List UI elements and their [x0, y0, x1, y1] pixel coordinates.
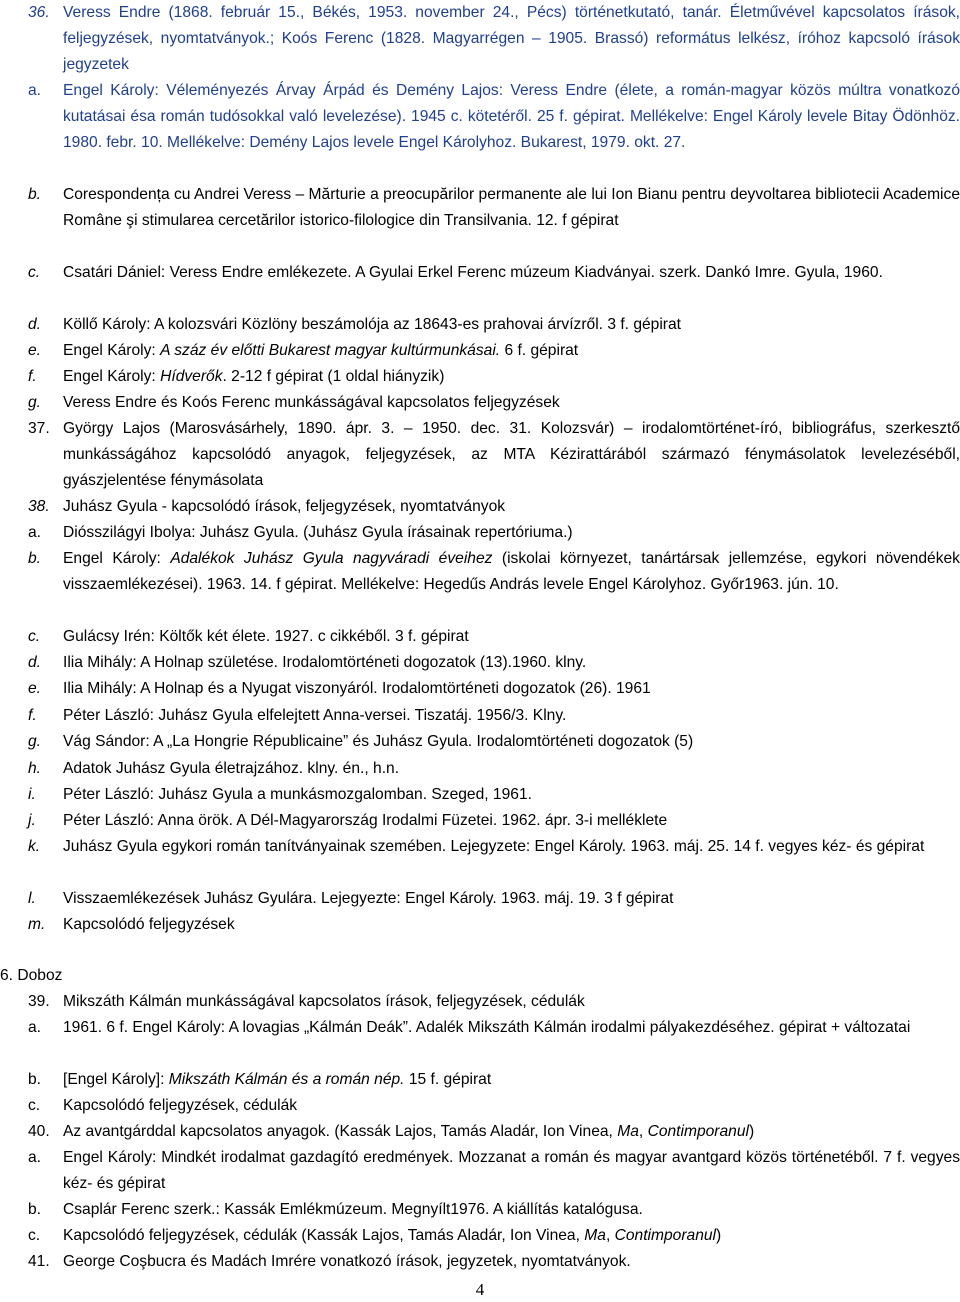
entry-text	[63, 650, 960, 676]
entry-marker: h.	[28, 760, 42, 777]
entry-marker: d.	[28, 316, 42, 333]
entry-marker: b.	[28, 1071, 42, 1088]
entry-marker: f.	[28, 707, 37, 724]
entry-marker: a.	[28, 524, 42, 541]
text-run: Adatok Juhász Gyula életrajzához. klny. én., h.n.	[63, 760, 400, 777]
entry-marker: c.	[28, 1097, 41, 1114]
entry-text	[63, 364, 960, 390]
entry-marker: k.	[28, 838, 41, 855]
entry-text	[63, 624, 960, 650]
entry-text	[63, 260, 960, 286]
text-run: . 2-12 f gépirat (1 oldal hiányzik)	[222, 368, 445, 385]
entry-38i	[28, 782, 960, 808]
entry-38b	[28, 546, 960, 598]
entry-marker: b.	[28, 550, 42, 567]
entry-40	[28, 1119, 960, 1145]
entry-text	[63, 338, 960, 364]
entry-36f	[28, 364, 960, 390]
entry-text	[63, 886, 960, 912]
text-run: Diósszilágyi Ibolya: Juhász Gyula. (Juhász Gyula írásainak repertóriuma.)	[63, 524, 573, 541]
text-run: 1961. 6 f. Engel Károly: A lovagias „Kálmán Deák”. Adalék Mikszáth Kálmán irodalmi pályakezdéséhez. gépirat + változatai	[63, 1019, 911, 1036]
entry-marker: 39.	[28, 993, 50, 1010]
entry-38a	[28, 520, 960, 546]
entry-text	[63, 1015, 960, 1041]
entry-text	[63, 1197, 960, 1223]
text-run: Vág Sándor: A „La Hongrie Républicaine” és Juhász Gyula. Irodalomtörténeti dogozatok (5)	[63, 733, 694, 750]
entry-40c	[28, 1223, 960, 1249]
entry-marker: 41.	[28, 1253, 50, 1270]
text-run: (iskolai környezet, tanártársak jellemzése, egykori növendékek visszaemlékezései). 1963. 14. f gépirat. Mellékelve: Hegedűs András levele Engel Károlyhoz. Győr1963. jún. 10.	[63, 550, 960, 594]
entry-marker: c.	[28, 628, 41, 645]
text-run: Juhász Gyula egykori román tanítványainak szemében. Lejegyzete: Engel Károly. 1963. máj. 25. 14 f. vegyes kéz- és gépirat	[63, 838, 925, 855]
entry-marker: d.	[28, 654, 42, 671]
entry-marker: c.	[28, 264, 41, 281]
text-run: Veress Endre (1868. február 15., Békés, 1953. november 24., Pécs) történetkutató, tanár. Életművével kapcsolatos írások, feljegyzések, nyomtatványok.; Koós Ferenc (1828. Magyarrégen – 1905. Brassó) református lelkész, íróhoz kapcsoló írások jegyzetek	[63, 4, 960, 74]
entry-marker: 38.	[28, 498, 50, 515]
entry-text	[63, 1093, 960, 1119]
entry-text	[63, 676, 960, 702]
italic-title: Ma	[584, 1227, 606, 1244]
entry-marker: e.	[28, 342, 42, 359]
text-run: Engel Károly: Véleményezés Árvay Árpád és Demény Lajos: Veress Endre (élete, a román-magyar közös múltra vonatkozó kutatásai ésa román tudósokkal való levelezése). 1945 c. kötetéről. 25 f. gépirat. Mellékelve: Engel Károly levele Bitay Ödönhöz. 1980. febr. 10. Mellékelve: Demény Lajos levele Engel Károlyhoz. Bukarest, 1979. okt. 27.	[63, 82, 960, 152]
entry-text	[63, 756, 960, 782]
text-run: Kapcsolódó feljegyzések, cédulák	[63, 1097, 298, 1114]
italic-title: A száz év előtti Bukarest magyar kultúrmunkásai.	[160, 342, 501, 359]
text-run: Ilia Mihály: A Holnap és a Nyugat viszonyáról. Irodalomtörténeti dogozatok (26). 1961	[63, 680, 651, 697]
entry-text	[63, 1145, 960, 1197]
entry-38h	[28, 756, 960, 782]
entry-marker: 36.	[28, 4, 50, 21]
entry-41	[28, 1249, 960, 1275]
entry-marker: a.	[28, 82, 42, 99]
entry-38k	[28, 834, 960, 860]
entry-38m	[28, 912, 960, 938]
italic-title: Hídverők	[160, 368, 223, 385]
entry-text	[63, 703, 960, 729]
entry-text	[63, 989, 960, 1015]
entry-36d	[28, 312, 960, 338]
entry-text	[63, 729, 960, 755]
entry-38l	[28, 886, 960, 912]
entry-36e	[28, 338, 960, 364]
text-run: Péter László: Juhász Gyula a munkásmozgalomban. Szeged, 1961.	[63, 786, 532, 803]
entry-38e	[28, 676, 960, 702]
text-run: Ilia Mihály: A Holnap születése. Irodalomtörténeti dogozatok (13).1960. klny.	[63, 654, 587, 671]
text-run: György Lajos (Marosvásárhely, 1890. ápr. 3. – 1950. dec. 31. Kolozsvár) – irodalomtörténet-író, bibliográfus, szerkesztő munkásságához kapcsolódó anyagok, feljegyzések, az MTA Kézirattárából származó fénymásolatok levelezéséből, gyászjelentése fénymásolata	[63, 420, 960, 490]
entry-38g	[28, 729, 960, 755]
text-run: Csatári Dániel: Veress Endre emlékezete. A Gyulai Erkel Ferenc múzeum Kiadványai. szerk. Dankó Imre. Gyula, 1960.	[63, 264, 883, 281]
entry-marker: c.	[28, 1227, 41, 1244]
text-run: Kapcsolódó feljegyzések, cédulák (Kassák Lajos, Tamás Aladár, Ion Vinea,	[63, 1227, 585, 1244]
text-run: Engel Károly:	[63, 368, 161, 385]
page-number: 4	[475, 1280, 485, 1299]
entry-marker: b.	[28, 1201, 42, 1218]
entry-marker: e.	[28, 680, 42, 697]
entry-36a	[28, 78, 960, 157]
text-run: Juhász Gyula - kapcsolódó írások, feljegyzések, nyomtatványok	[63, 498, 506, 515]
entry-38d	[28, 650, 960, 676]
text-run: Kapcsolódó feljegyzések	[63, 916, 235, 933]
entry-36	[28, 0, 960, 79]
text-run: Csaplár Ferenc szerk.: Kassák Emlékmúzeum. Megnyílt1976. A kiállítás katalógusa.	[63, 1201, 643, 1218]
text-run: Péter László: Anna örök. A Dél-Magyarország Irodalmi Füzetei. 1962. ápr. 3-i melléklete	[63, 812, 668, 829]
text-run: Az avantgárddal kapcsolatos anyagok. (Kassák Lajos, Tamás Aladár, Ion Vinea,	[63, 1123, 618, 1140]
text-run: Köllő Károly: A kolozsvári Közlöny beszámolója az 18643-es prahovai árvízről. 3 f. gépirat	[63, 316, 682, 333]
entry-40a	[28, 1145, 960, 1197]
italic-title: Mikszáth Kálmán és a román nép.	[168, 1071, 405, 1088]
entry-text	[63, 494, 960, 520]
entry-text	[63, 912, 960, 938]
text-run: Veress Endre és Koós Ferenc munkásságával kapcsolatos feljegyzések	[63, 394, 560, 411]
entry-text	[63, 78, 960, 157]
entry-text	[63, 520, 960, 546]
entry-text	[63, 1223, 960, 1249]
entry-39b	[28, 1067, 960, 1093]
entry-text	[63, 1249, 960, 1275]
entry-text	[63, 0, 960, 79]
entry-text	[63, 416, 960, 495]
entry-marker: f.	[28, 368, 37, 385]
entry-39	[28, 989, 960, 1015]
text-run: 15 f. gépirat	[404, 1071, 492, 1088]
entry-38	[28, 494, 960, 520]
entry-38j	[28, 808, 960, 834]
text-run: )	[748, 1123, 755, 1140]
entry-38c	[28, 624, 960, 650]
text-run: Engel Károly:	[63, 550, 171, 567]
entry-text	[63, 312, 960, 338]
entry-36b	[28, 182, 960, 234]
entry-text	[63, 782, 960, 808]
text-run: [Engel Károly]:	[63, 1071, 169, 1088]
entry-36c	[28, 260, 960, 286]
italic-title: Contimporanul	[614, 1227, 717, 1244]
text-run: Gulácsy Irén: Költők két élete. 1927. c cikkéből. 3 f. gépirat	[63, 628, 469, 645]
text-run: Engel Károly: Mindkét irodalmat gazdagító eredmények. Mozzanat a román és magyar avantgard közös történetéből. 7 f. vegyes kéz- és gépirat	[63, 1149, 960, 1193]
text-run: Péter László: Juhász Gyula elfelejtett Anna-versei. Tiszatáj. 1956/3. Klny.	[63, 707, 567, 724]
entry-text	[63, 1067, 960, 1093]
entry-text	[63, 182, 960, 234]
entry-marker: a.	[28, 1019, 42, 1036]
text-run: )	[716, 1227, 722, 1244]
entry-marker: g.	[28, 733, 42, 750]
entry-text	[63, 834, 960, 860]
text-run: 6 f. gépirat	[500, 342, 579, 359]
text-run: ,	[638, 1123, 648, 1140]
entry-40b	[28, 1197, 960, 1223]
entry-text	[63, 1119, 960, 1145]
italic-title: Adalékok Juhász Gyula nagyváradi éveihez	[170, 550, 493, 567]
text-run: George Coşbucra és Madách Imrére vonatkozó írások, jegyzetek, nyomtatványok.	[63, 1253, 631, 1270]
entry-text	[63, 546, 960, 598]
entry-text	[63, 390, 960, 416]
text-run: Corespondența cu Andrei Veress – Mărturie a preocupărilor permanente ale lui Ion Bianu pentru deyvoltarea bibliotecii Academice Române şi stimularea cercetărilor istorico-filologice din Transilvania. 12. f gépirat	[63, 186, 960, 230]
text-run: ,	[605, 1227, 615, 1244]
entry-marker: m.	[28, 916, 46, 933]
entry-marker: l.	[28, 890, 36, 907]
section-heading: 6. Doboz	[0, 967, 63, 984]
entry-39a	[28, 1015, 960, 1041]
entry-marker: 37.	[28, 420, 50, 437]
entry-marker: i.	[28, 786, 36, 803]
entry-text	[63, 808, 960, 834]
entry-marker: b.	[28, 186, 42, 203]
text-run: Engel Károly:	[63, 342, 161, 359]
text-run: Mikszáth Kálmán munkásságával kapcsolatos írások, feljegyzések, cédulák	[63, 993, 585, 1010]
entry-36g	[28, 390, 960, 416]
entry-marker: a.	[28, 1149, 42, 1166]
italic-title: Ma	[617, 1123, 639, 1140]
entry-marker: 40.	[28, 1123, 50, 1140]
text-run: Visszaemlékezések Juhász Gyulára. Lejegyezte: Engel Károly. 1963. máj. 19. 3 f gépirat	[63, 890, 674, 907]
italic-title: Contimporanul	[647, 1123, 749, 1140]
entry-marker: g.	[28, 394, 42, 411]
entry-marker: j.	[28, 812, 36, 829]
entry-38f	[28, 703, 960, 729]
entry-39c	[28, 1093, 960, 1119]
entry-37	[28, 416, 960, 495]
